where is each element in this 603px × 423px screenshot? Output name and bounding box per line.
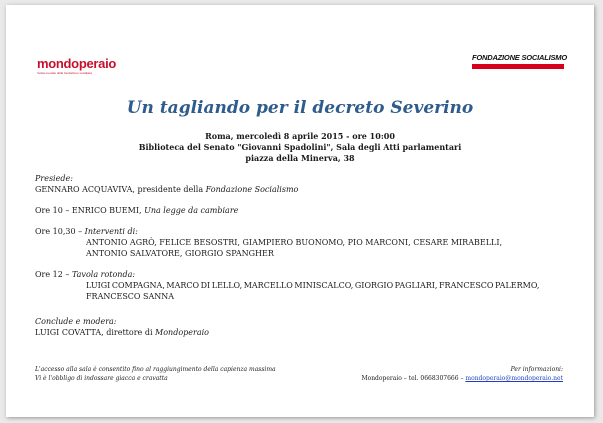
invitation-page — [6, 5, 594, 417]
event-title: Un tagliando per il decreto Severino — [126, 98, 474, 118]
session-3 — [35, 269, 575, 280]
contact-line — [361, 374, 563, 383]
session-3-time: Ore 12 – — [35, 270, 72, 279]
contact-phone: Mondoperaio – tel. 0668307666 – — [361, 375, 466, 382]
fondazione-socialismo-logo — [472, 53, 568, 69]
session-2-speakers-2: ANTONIO SALVATORE, GIORGIO SPANGHER — [86, 249, 274, 258]
contact-info — [361, 365, 563, 383]
venue-address: piazza della Minerva, 38 — [245, 153, 355, 163]
closing-name: LUIGI COVATTA, direttore di — [35, 328, 156, 337]
access-note-1: L'accesso alla sala è consentito fino al raggiungimento della capienza massima — [35, 366, 276, 373]
presiede-name: GENNARO ACQUAVIVA, presidente della — [35, 185, 206, 194]
mondoperaio-logo — [37, 57, 116, 75]
mondoperaio-logo-text: mondoperaio — [37, 56, 117, 71]
presiede-label: Presiede: — [35, 174, 73, 183]
session-3-speakers-1: LUIGI COMPAGNA, MARCO DI LELLO, MARCELLO MINISCALCO, GIORGIO PAGLIARI, FRANCESCO PALERMO, — [86, 281, 540, 290]
fondazione-logo-text: FONDAZIONE SOCIALISMO — [472, 53, 567, 62]
mondoperaio-logo-tagline: rivista mensile della fondazione socialista — [37, 71, 92, 75]
presiede-org: Fondazione Socialismo — [205, 185, 299, 194]
session-2-speakers-1: ANTONIO AGRÒ, FELICE BESOSTRI, GIAMPIERO BUONOMO, PIO MARCONI, CESARE MIRABELLI, — [86, 238, 503, 247]
session-1-topic: Una legge da cambiare — [144, 206, 239, 215]
session-1-time: Ore 10 – ENRICO BUEMI, — [35, 206, 145, 215]
venue-date: Roma, mercoledì 8 aprile 2015 - ore 10:00 — [205, 131, 395, 141]
closing-line — [35, 327, 575, 338]
fondazione-logo-bar — [472, 64, 564, 69]
venue-place: Biblioteca del Senato "Giovanni Spadolini", Sala degli Atti parlamentari — [138, 142, 462, 152]
session-2 — [35, 226, 575, 237]
closing-org: Mondoperaio — [155, 328, 209, 337]
session-3-label: Tavola rotonda: — [71, 270, 136, 279]
session-3-speakers-2: FRANCESCO SANNA — [86, 292, 175, 301]
contact-email-link[interactable]: mondoperaio@mondoperaio.net — [465, 375, 563, 382]
presiede-line — [35, 184, 575, 195]
closing-label: Conclude e modera: — [35, 317, 117, 326]
session-2-label: Interventi di: — [84, 227, 138, 236]
access-notes — [35, 365, 276, 383]
session-1 — [35, 205, 575, 216]
event-venue — [6, 131, 594, 164]
contact-label: Per informazioni: — [510, 366, 563, 373]
program — [35, 173, 575, 338]
session-2-time: Ore 10,30 – — [35, 227, 85, 236]
access-note-2: Vi è l'obbligo di indossare giacca e cravatta — [35, 375, 168, 382]
